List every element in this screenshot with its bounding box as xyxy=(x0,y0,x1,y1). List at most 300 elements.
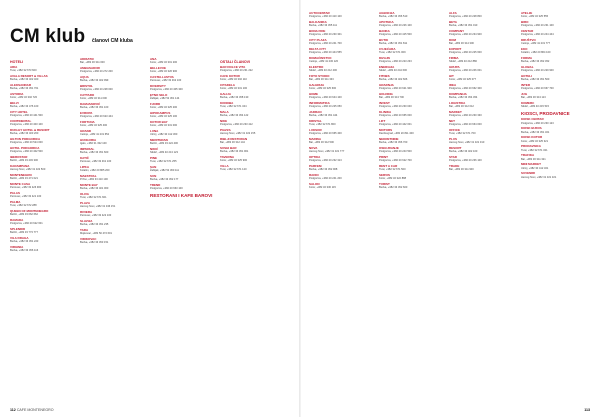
entry-name: BUTIK xyxy=(379,38,389,42)
entry-address: Podgorica, +382 20 230 040 xyxy=(379,105,412,109)
directory-list xyxy=(10,66,74,252)
entry-name: KIOSK CENTAR xyxy=(521,117,544,122)
entry-address: Podgorica, +382 20 441 500 xyxy=(10,114,43,118)
directory-list xyxy=(80,58,144,244)
entry-name: NOVA xyxy=(309,146,318,150)
page-title: CM klub xyxy=(10,26,86,47)
entry-address: Petrovac, +382 33 422 100 xyxy=(80,214,112,218)
entry-name: CASTELLASTVA xyxy=(150,75,174,79)
directory-entry xyxy=(379,39,443,45)
entry-address: Budva, +382 33 451 444 xyxy=(309,114,338,118)
directory-entry xyxy=(521,66,585,72)
directory-entry xyxy=(80,76,144,82)
entry-address: Bar, +382 30 311 000 xyxy=(80,61,105,65)
entry-name: NEKRETNINE xyxy=(379,137,399,141)
directory-entry xyxy=(379,156,443,162)
section-heading-other: OSTALI ČLANOVI xyxy=(220,60,251,64)
entry-name: KOMERC xyxy=(521,101,535,105)
entry-name: BAR DOLCE VITA xyxy=(220,65,246,69)
entry-address: Budva, +382 33 454 122 xyxy=(220,114,249,118)
directory-entry xyxy=(150,103,214,109)
entry-name: CITY HOTEL xyxy=(10,110,28,114)
directory-entry xyxy=(449,120,513,126)
directory-entry xyxy=(150,58,214,64)
entry-name: DIVERSITY xyxy=(150,84,166,88)
entry-name: LIFT xyxy=(379,119,386,123)
directory-entry xyxy=(150,148,214,154)
entry-address: Bar, +382 30 312 144 xyxy=(220,141,245,145)
entry-name: NIKE xyxy=(220,119,228,123)
entry-name: HIPOKAMPUS xyxy=(150,111,171,115)
entry-address: Podgorica, +382 20 231 100 xyxy=(521,24,554,28)
entry-address: Kotor, +382 32 331 000 xyxy=(150,124,178,128)
entry-name: HOME xyxy=(309,92,318,96)
entry-address: Bečići, +382 33 773 777 xyxy=(10,231,38,235)
entry-name: DUKLEY HOTEL & RESORT xyxy=(10,128,50,132)
directory-entry xyxy=(309,48,373,54)
directory-entry xyxy=(80,67,144,73)
directory-entry xyxy=(449,93,513,99)
entry-name: EXPORT xyxy=(449,47,462,51)
entry-name: OFFICE xyxy=(449,128,460,132)
entry-address: Nikšić, +382 40 215 515 xyxy=(521,105,549,109)
entry-address: Podgorica, +382 20 232 313 xyxy=(309,159,342,163)
directory-entry xyxy=(379,174,443,180)
entry-address: Podgorica, +382 20 405 300 xyxy=(150,88,183,92)
directory-entry xyxy=(521,12,585,18)
entry-address: Podgorica, +382 20 234 900 xyxy=(449,33,482,37)
left-column-1 xyxy=(10,58,74,255)
entry-address: Kotor, +382 32 325 321 xyxy=(521,139,549,143)
directory-entry xyxy=(449,111,513,117)
entry-name: SALON xyxy=(309,182,320,186)
directory-entry xyxy=(80,94,144,100)
entry-address: Bečići, +382 33 662 662 xyxy=(10,213,38,217)
entry-name: SUSHI BAR xyxy=(220,146,237,150)
entry-address: Tivat, +382 32 671 321 xyxy=(521,148,548,152)
entry-name: MARINA xyxy=(309,137,321,141)
entry-address: Podgorica, +382 20 667 700 xyxy=(521,87,554,91)
entry-name: IMPERIAL xyxy=(80,147,95,151)
entry-name: MEDITERAN xyxy=(150,138,168,142)
directory-entry xyxy=(10,84,74,90)
entry-name: RESORT xyxy=(449,146,462,150)
entry-name: IDEA xyxy=(449,83,457,87)
entry-address: Podgorica, +382 20 403 100 xyxy=(10,123,43,127)
entry-name: GALIJA xyxy=(220,92,232,96)
directory-entry xyxy=(521,93,585,99)
entry-name: KONOBA xyxy=(220,101,234,105)
right-footer xyxy=(584,408,590,412)
entry-address: Podgorica, +382 20 228 800 xyxy=(449,15,482,19)
directory-entry xyxy=(309,102,373,108)
directory-entry xyxy=(220,165,284,171)
entry-address: Podgorica, +382 20 442 001 xyxy=(379,123,412,127)
entry-address: Tivat, +382 32 671 500 xyxy=(379,168,406,172)
entry-address: Bar, +382 30 312 012 xyxy=(449,105,474,109)
entry-name: SUN xyxy=(150,174,157,178)
entry-name: DRUŠTVO xyxy=(521,38,536,42)
entry-address: Podgorica, +382 20 241 700 xyxy=(309,42,342,46)
entry-address: Podgorica, +382 20 621 900 xyxy=(379,87,412,91)
entry-address: Kolašin, +382 20 865 200 xyxy=(80,169,110,173)
directory-entry xyxy=(449,39,513,45)
directory-entry xyxy=(449,165,513,171)
right-column-2 xyxy=(379,12,443,192)
entry-address: Podgorica, +382 20 233 412 xyxy=(220,123,253,127)
entry-name: CATTARO xyxy=(80,93,95,97)
entry-address: Bar, +382 30 311 321 xyxy=(521,157,546,161)
entry-name: BETA xyxy=(449,20,457,24)
entry-address: Kotor, +382 32 330 115 xyxy=(309,186,336,190)
right-column-1 xyxy=(309,12,373,192)
directory-entry xyxy=(150,166,214,172)
directory-entry xyxy=(80,211,144,217)
entry-name: DIZAJN xyxy=(379,56,390,60)
entry-name: GRAND xyxy=(80,129,91,133)
entry-address: Danilovgrad, +382 20 811 400 xyxy=(379,132,414,136)
entry-address: Petrovac, +382 33 421 100 xyxy=(10,195,42,199)
entry-name: KOMPANIJA xyxy=(449,92,467,96)
entry-name: MAESTRAL xyxy=(80,174,97,178)
entry-address: Žabljak, +382 52 360 111 xyxy=(150,169,179,173)
entry-address: Podgorica, +382 20 229 900 xyxy=(521,69,554,73)
directory-entry xyxy=(10,165,74,171)
entry-name: TAVERNA xyxy=(220,155,235,159)
entry-name: CAFE KOTOR xyxy=(220,74,240,78)
directory-entry xyxy=(10,183,74,189)
entry-address: Bar, +382 30 314 300 xyxy=(449,42,474,46)
entry-name: AVALA RESORT & VILLAS xyxy=(10,74,48,78)
entry-address: Kotor, +382 32 302 110 xyxy=(220,78,247,82)
entry-name: BONA FIDE xyxy=(309,29,326,33)
directory-entry xyxy=(309,39,373,45)
entry-address: Budva, +382 33 453 151 xyxy=(80,241,109,245)
directory-entry xyxy=(521,145,585,151)
entry-address: Cetinje, +382 41 231 777 xyxy=(521,42,551,46)
entry-address: Podgorica, +382 20 226 100 xyxy=(379,24,412,28)
entry-name: FJORD xyxy=(150,102,161,106)
directory-entry xyxy=(379,75,443,81)
directory-entry xyxy=(150,139,214,145)
entry-address: Bečići, +382 33 424 400 xyxy=(150,142,178,146)
entry-address: Podgorica, +382 20 665 400 xyxy=(309,132,342,136)
entry-address: Podgorica, +382 20 230 123 xyxy=(521,121,554,125)
directory-entry xyxy=(80,229,144,235)
entry-address: Tivat, +382 32 671 009 xyxy=(379,51,406,55)
entry-address: Herceg Novi, +382 31 322 500 xyxy=(10,168,46,172)
directory-entry xyxy=(80,121,144,127)
entry-address: Herceg Novi, +382 31 321 777 xyxy=(309,150,345,154)
entry-name: CVJEĆARA xyxy=(379,47,396,51)
entry-address: Tivat, +382 32 671 700 xyxy=(449,132,476,136)
directory-entry xyxy=(220,129,284,135)
directory-entry xyxy=(80,175,144,181)
entry-name: FIRMA xyxy=(449,56,459,60)
entry-name: SLAVIJA xyxy=(80,219,93,223)
directory-entry xyxy=(521,21,585,27)
directory-entry xyxy=(80,85,144,91)
entry-name: IBEROSTAR xyxy=(10,155,28,159)
entry-name: MOTORS xyxy=(379,128,393,132)
entry-address: Kotor, +382 32 325 900 xyxy=(220,159,248,163)
entry-address: Mojkovac, +382 50 472 601 xyxy=(80,232,112,236)
entry-name: GRUPA xyxy=(449,65,460,69)
entry-address: Kolašin, +382 20 864 100 xyxy=(521,51,551,55)
entry-address: Kotor, +382 32 326 900 xyxy=(150,70,178,74)
directory-entry xyxy=(521,154,585,160)
entry-name: ATELJE xyxy=(521,11,533,15)
entry-address: Kotor, +382 32 325 100 xyxy=(150,115,178,119)
entry-name: COMPANY xyxy=(449,29,465,33)
entry-address: Budva, +382 33 451 223 xyxy=(10,240,39,244)
entry-address: Nikšić, +382 40 244 600 xyxy=(379,69,407,73)
entry-name: BELLEVUE xyxy=(150,66,167,70)
entry-address: Budva, +382 33 451 600 xyxy=(80,151,109,155)
directory-entry xyxy=(449,30,513,36)
entry-address: Budva, +382 33 451 901 xyxy=(220,150,249,154)
entry-name: VILLA xyxy=(220,164,229,168)
entry-address: Podgorica, +382 20 664 000 xyxy=(449,123,482,127)
entry-address: Kotor, +382 32 325 555 xyxy=(521,15,549,19)
entry-name: RIBLJI RESTORAN xyxy=(220,137,248,141)
entry-address: Tivat, +382 32 671 120 xyxy=(220,168,247,172)
directory-entry xyxy=(10,174,74,180)
directory-entry xyxy=(309,57,373,63)
directory-entry xyxy=(309,129,373,135)
directory-entry xyxy=(309,93,373,99)
entry-name: PALMA xyxy=(10,200,21,204)
entry-name: RIVIERA xyxy=(80,210,93,214)
directory-entry xyxy=(521,30,585,36)
entry-address: Budva, +382 33 402 400 xyxy=(10,78,39,82)
entry-address: Budva, +382 33 451 500 xyxy=(521,78,550,82)
directory-entry xyxy=(309,156,373,162)
directory-entry xyxy=(10,147,74,153)
entry-name: EKO xyxy=(521,47,528,51)
entry-address: Podgorica, +382 20 410 100 xyxy=(309,15,342,19)
entry-address: Podgorica, +382 20 230 330 xyxy=(449,114,482,118)
entry-address: Tivat, +382 32 671 800 xyxy=(309,123,336,127)
entry-address: Budva, +382 33 451 321 xyxy=(521,130,550,134)
entry-name: PINE xyxy=(150,156,158,160)
entry-name: CITADELA xyxy=(220,83,235,87)
directory-entry xyxy=(220,75,284,81)
entry-name: PIAZZA xyxy=(220,128,231,132)
entry-name: QUEEN OF MONTENEGRO xyxy=(10,209,49,213)
entry-name: JADRAN xyxy=(309,110,322,114)
directory-entry xyxy=(521,84,585,90)
entry-address: Kotor, +382 32 322 888 xyxy=(379,177,407,181)
entry-name: KLINIKA xyxy=(379,110,392,114)
directory-entry xyxy=(10,219,74,225)
directory-entry xyxy=(309,120,373,126)
entry-address: Podgorica, +382 20 665 000 xyxy=(379,114,412,118)
directory-entry xyxy=(449,129,513,135)
directory-entry xyxy=(220,111,284,117)
directory-entry xyxy=(80,58,144,64)
entry-name: TREND xyxy=(150,183,161,187)
directory-entry xyxy=(150,121,214,127)
entry-address: Podgorica, +382 20 623 444 xyxy=(80,115,113,119)
entry-name: ALEKSANDAR xyxy=(10,83,31,87)
entry-name: BALKANIKA xyxy=(309,20,327,24)
directory-entry xyxy=(150,67,214,73)
entry-address: Podgorica, +382 20 663 100 xyxy=(150,187,183,191)
directory-entry xyxy=(10,93,74,99)
entry-address: Tivat, +382 32 671 344 xyxy=(220,105,247,109)
directory-entry xyxy=(220,102,284,108)
entry-name: KIOSK KOTOR xyxy=(521,135,543,140)
entry-address: Budva, +382 33 452 452 xyxy=(521,60,550,64)
directory-entry xyxy=(150,112,214,118)
entry-name: KIOSK BUDVA xyxy=(521,126,542,131)
entry-name: APOTEKA xyxy=(379,20,394,24)
directory-entry xyxy=(220,138,284,144)
directory-list xyxy=(379,12,443,189)
directory-entry xyxy=(150,157,214,163)
entry-address: Igalo, +382 31 332 100 xyxy=(80,142,107,146)
directory-entry xyxy=(80,103,144,109)
directory-entry xyxy=(449,75,513,81)
directory-entry xyxy=(150,76,214,82)
entry-name: HOLDING xyxy=(379,92,393,96)
entry-address: Herceg Novi, +382 31 346 151 xyxy=(80,205,116,209)
directory-entry xyxy=(379,84,443,90)
directory-entry xyxy=(10,75,74,81)
entry-name: MARKET xyxy=(449,110,462,114)
entry-address: Podgorica, +382 20 444 555 xyxy=(309,51,342,55)
entry-address: Herceg Novi, +382 31 321 010 xyxy=(449,141,485,145)
entry-name: SAN xyxy=(150,165,157,169)
directory-entry xyxy=(379,138,443,144)
entry-address: Budva, +382 33 403 200 xyxy=(10,132,39,136)
directory-entry xyxy=(309,147,373,153)
directory-entry xyxy=(220,147,284,153)
entry-name: MONTE CASA xyxy=(10,182,31,186)
entry-address: Budva, +382 33 476 100 xyxy=(10,105,39,109)
entry-name: LUNA xyxy=(150,129,159,133)
entry-name: NIKIĆ xyxy=(150,147,159,151)
entry-address: Budva, +382 33 402 100 xyxy=(449,150,478,154)
entry-name: MONTENEGRO xyxy=(10,173,32,177)
directory-entry xyxy=(449,66,513,72)
entry-name: CENTAR xyxy=(521,29,534,33)
entry-name: DOMAĆINSTVO xyxy=(309,56,332,60)
entry-address: Kotor, +382 32 302 720 xyxy=(10,96,38,100)
entry-address: Budva, +382 33 452 908 xyxy=(309,168,338,172)
entry-name: KATIČ xyxy=(80,156,89,160)
directory-entry xyxy=(309,174,373,180)
entry-address: Budva, +382 33 456 510 xyxy=(379,15,408,19)
directory-entry xyxy=(521,57,585,63)
entry-address: Budva, +382 33 451 811 xyxy=(379,42,408,46)
entry-address: Bar, +382 30 313 113 xyxy=(521,96,546,100)
entry-name: GALERIJA xyxy=(309,83,325,87)
entry-address: Nikšić, +382 40 213 123 xyxy=(150,151,178,155)
entry-name: RADIO xyxy=(309,173,319,177)
directory-entry xyxy=(10,228,74,234)
directory-entry xyxy=(309,66,373,72)
entry-address: Pržno, +382 33 410 100 xyxy=(80,178,108,182)
entry-address: Podgorica, +382 20 402 500 xyxy=(10,150,43,154)
directory-entry xyxy=(80,220,144,226)
entry-name: TURIST xyxy=(379,182,390,186)
directory-entry xyxy=(220,93,284,99)
entry-address: Podgorica, +382 20 241 200 xyxy=(309,177,342,181)
entry-address: Podgorica, +382 20 228 000 xyxy=(80,88,113,92)
entry-address: Podgorica, +382 20 415 500 xyxy=(379,33,412,37)
directory-entry xyxy=(449,156,513,162)
entry-address: Podgorica, +382 20 524 000 xyxy=(10,141,43,145)
directory-entry xyxy=(449,48,513,54)
directory-entry xyxy=(150,184,214,190)
section-heading-hotels: HOTELI xyxy=(10,60,24,64)
directory-list xyxy=(449,12,513,171)
directory-list xyxy=(309,12,373,189)
entry-address: Budva, +382 33 452 600 xyxy=(379,186,408,190)
directory-entry xyxy=(379,111,443,117)
directory-entry xyxy=(521,102,585,108)
entry-address: Kotor, +382 32 325 200 xyxy=(150,106,178,110)
entry-name: BIRO xyxy=(521,20,529,24)
directory-entry xyxy=(220,84,284,90)
directory-entry xyxy=(309,111,373,117)
entry-name: PLUS xyxy=(449,137,458,141)
entry-address: Nikšić, +382 40 212 880 xyxy=(449,60,477,64)
entry-name: DELTA CITY xyxy=(309,47,327,51)
entry-name: SERVIS xyxy=(379,173,390,177)
directory-entry xyxy=(521,118,585,124)
entry-address: Tivat, +382 32 671 255 xyxy=(150,160,177,164)
entry-name: CITY PLAZA xyxy=(309,38,327,42)
entry-address: Podgorica, +382 20 223 233 xyxy=(379,60,412,64)
directory-entry xyxy=(449,138,513,144)
directory-entry xyxy=(80,238,144,244)
entry-address: Budva, +382 33 456 700 xyxy=(379,141,408,145)
entry-address: Podgorica, +382 20 246 001 xyxy=(449,69,482,73)
directory-entry xyxy=(379,129,443,135)
directory-entry xyxy=(379,93,443,99)
entry-address: Tivat, +382 32 673 600 xyxy=(10,69,37,73)
entry-address: Petrovac, +382 33 461 100 xyxy=(80,160,112,164)
entry-name: BRISTOL xyxy=(80,84,94,88)
directory-entry xyxy=(309,138,373,144)
entry-address: Kotor, +382 32 311 000 xyxy=(80,97,107,101)
entry-name: AGENCIJA xyxy=(379,11,395,15)
directory-entry xyxy=(379,183,443,189)
entry-name: AQUA xyxy=(80,75,89,79)
entry-name: GRADNJA xyxy=(379,83,394,87)
entry-name: SUVENIRI xyxy=(521,171,536,176)
directory-entry xyxy=(80,130,144,136)
directory-entry xyxy=(449,102,513,108)
entry-name: PALAS xyxy=(10,191,20,195)
entry-address: Budva, +382 33 452 177 xyxy=(150,178,179,182)
directory-entry xyxy=(309,165,373,171)
entry-name: KARAMPANA xyxy=(10,164,30,168)
directory-entry xyxy=(220,120,284,126)
entry-name: AUTOCENTAR xyxy=(309,11,330,15)
entry-name: INFORMATIKA xyxy=(309,101,330,105)
directory-entry xyxy=(10,156,74,162)
entry-name: MONTE BAY xyxy=(80,183,98,187)
entry-name: MALA xyxy=(220,110,229,114)
directory-list xyxy=(521,12,585,108)
directory-entry xyxy=(379,57,443,63)
entry-address: Nikšić, +382 40 212 400 xyxy=(309,69,337,73)
directory-entry xyxy=(10,102,74,108)
